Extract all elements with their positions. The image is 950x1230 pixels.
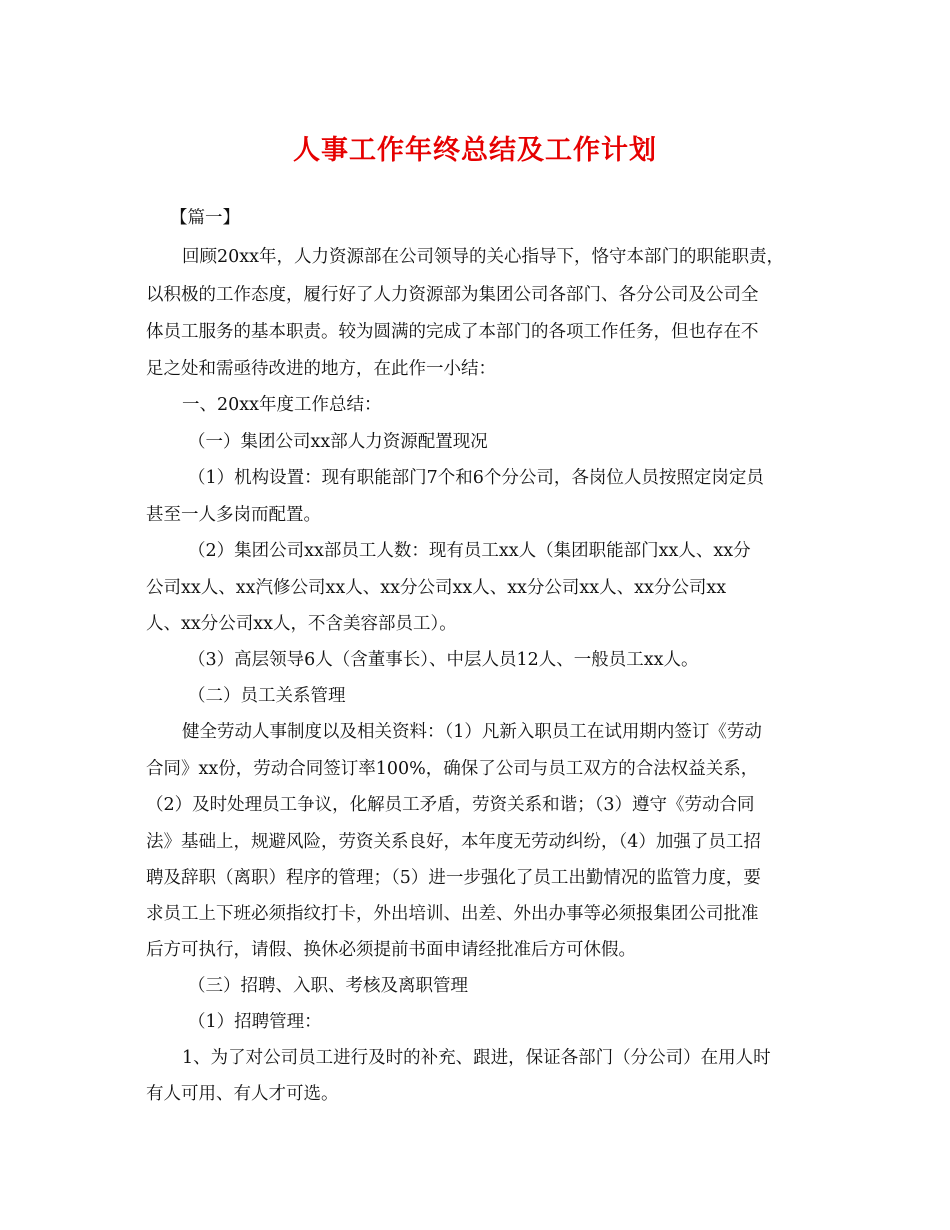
paragraph-line: 求员工上下班必须指纹打卡，外出培训、出差、外出办事等必须报集团公司批准: [146, 904, 759, 924]
paragraph-line: 合同》xx份，劳动合同签订率100%，确保了公司与员工双方的合法权益关系，: [146, 759, 759, 779]
paragraph-line: 聘及辞职（离职）程序的管理；（5）进一步强化了员工出勤情况的监管力度，要: [146, 868, 761, 888]
section-label: 【篇一】: [170, 208, 240, 228]
paragraph-line: 法》基础上，规避风险，劳资关系良好，本年度无劳动纠纷，（4）加强了员工招: [146, 832, 761, 852]
paragraph-line: （2）及时处理员工争议，化解员工矛盾，劳资关系和谐；（3）遵守《劳动合同: [146, 795, 755, 815]
paragraph-line: 回顾20xx年，人力资源部在公司领导的关心指导下，恪守本部门的职能职责，: [182, 247, 785, 267]
heading-line: （三）招聘、入职、考核及离职管理: [188, 976, 468, 996]
heading-line: （二）员工关系管理: [188, 686, 346, 706]
paragraph-line: 健全劳动人事制度以及相关资料：（1）凡新入职员工在试用期内签订《劳动: [182, 722, 762, 742]
heading-line: （1）招聘管理：: [188, 1012, 322, 1032]
paragraph-line: （1）机构设置：现有职能部门7个和6个分公司，各岗位人员按照定岗定员: [188, 468, 764, 488]
paragraph-line: 以积极的工作态度，履行好了人力资源部为集团公司各部门、各分公司及公司全: [146, 285, 759, 305]
paragraph-line: 人、xx分公司xx人，不含美容部员工）。: [146, 614, 457, 634]
paragraph-line: 1、为了对公司员工进行及时的补充、跟进，保证各部门（分公司）在用人时: [182, 1048, 771, 1068]
page-title: 人事工作年终总结及工作计划: [293, 135, 657, 166]
paragraph-line: 体员工服务的基本职责。较为圆满的完成了本部门的各项工作任务，但也存在不: [146, 322, 759, 342]
paragraph-line: （3）高层领导6人（含董事长）、中层人员12人、一般员工xx人。: [188, 650, 699, 670]
paragraph-line: 有人可用、有人才可选。: [146, 1084, 339, 1104]
heading-line: （一）集团公司xx部人力资源配置现况: [188, 432, 488, 452]
paragraph-line: （2）集团公司xx部员工人数：现有员工xx人（集团职能部门xx人、xx分: [188, 541, 751, 561]
paragraph-line: 甚至一人多岗而配置。: [146, 505, 321, 525]
paragraph-line: 后方可执行，请假、换休必须提前书面申请经批准后方可休假。: [146, 940, 636, 960]
paragraph-line: 足之处和需亟待改进的地方，在此作一小结：: [146, 359, 496, 379]
paragraph-line: 公司xx人、xx汽修公司xx人、xx分公司xx人、xx分公司xx人、xx分公司xx: [146, 578, 727, 598]
heading-line: 一、20xx年度工作总结：: [182, 395, 382, 415]
